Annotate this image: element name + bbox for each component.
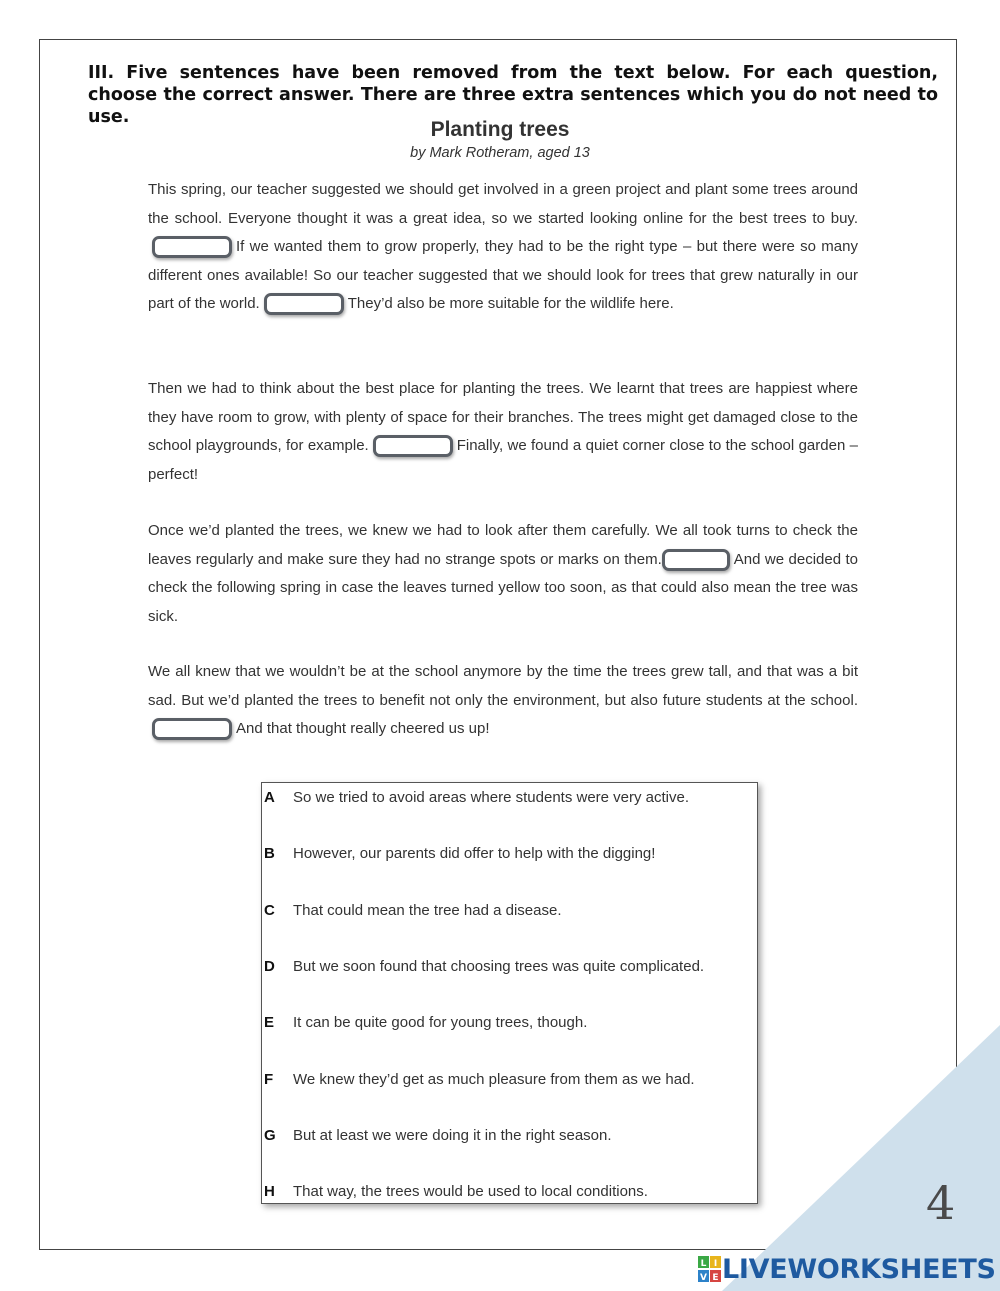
- article-title: Planting trees: [430, 118, 570, 141]
- paragraph-4: We all knew that we wouldn’t be at the school anymore by the time the trees grew tall, and that was a bit sad. But we’d planted the trees to benefit not only the environment, but also future students at the school.And that thought really cheered us up!: [148, 658, 858, 744]
- paragraph-3: Once we’d planted the trees, we knew we had to look after them carefully. We all took turns to check the leaves regularly and make sure they had no strange spots or marks on them. And we decided to check the following spring in case the leaves turned yellow too soon, as that could also mean the tree was sick.: [148, 522, 859, 625]
- svg-text:L: L: [700, 1259, 707, 1269]
- answer-gap-3[interactable]: [373, 435, 453, 457]
- article-byline: by Mark Rotheram, aged 13: [410, 145, 590, 161]
- answer-gap-1[interactable]: [152, 236, 232, 258]
- brand-name: LIVEWORKSHEETS: [722, 1254, 996, 1285]
- answer-gap-4[interactable]: [662, 549, 730, 571]
- corner-triangle: [722, 1025, 1000, 1291]
- svg-text:E: E: [712, 1273, 719, 1283]
- options-box: A So we tried to avoid areas where students were very active. B However, our parents did offer to help with the digging! C That could mean the tree had a disease. D But we soon found that choosing trees was quite complicated. E It can be quite good for young trees, though. F We knew they’d get as much pleasure from them as we had. G But at least we were doing it in the right season. H That way, the trees would be used to local conditions.: [261, 782, 758, 1204]
- svg-text:V: V: [700, 1273, 707, 1283]
- page-number: 4: [926, 1176, 956, 1230]
- svg-text:I: I: [713, 1259, 718, 1269]
- paragraph-1: This spring, our teacher suggested we should get involved in a green project and plant some trees around the school. Everyone thought it was a great idea, so we started looking online for the best trees to buy.If we wanted them to grow properly, they had to be the right type – but there were so many different ones available! So our teacher suggested that we should look for trees that grew naturally in our part of the world. They’d also be more suitable for the wildlife here.: [148, 176, 858, 319]
- liveworksheets-logo-icon: [698, 1256, 724, 1286]
- answer-gap-2[interactable]: [264, 293, 344, 315]
- answer-gap-5[interactable]: [152, 718, 232, 740]
- instructions: III. Five sentences have been removed from the text below. For each question, choose the correct answer. There are three extra sentences which you do not need to use.: [88, 63, 938, 127]
- paragraph-2: Then we had to think about the best place for planting the trees. We learnt that trees are happiest where they have room to grow, with plenty of space for their branches. The trees might get damaged close to the school playgrounds, for example. Finally, we found a quiet corner close to the school garden – perfect!: [148, 380, 858, 483]
